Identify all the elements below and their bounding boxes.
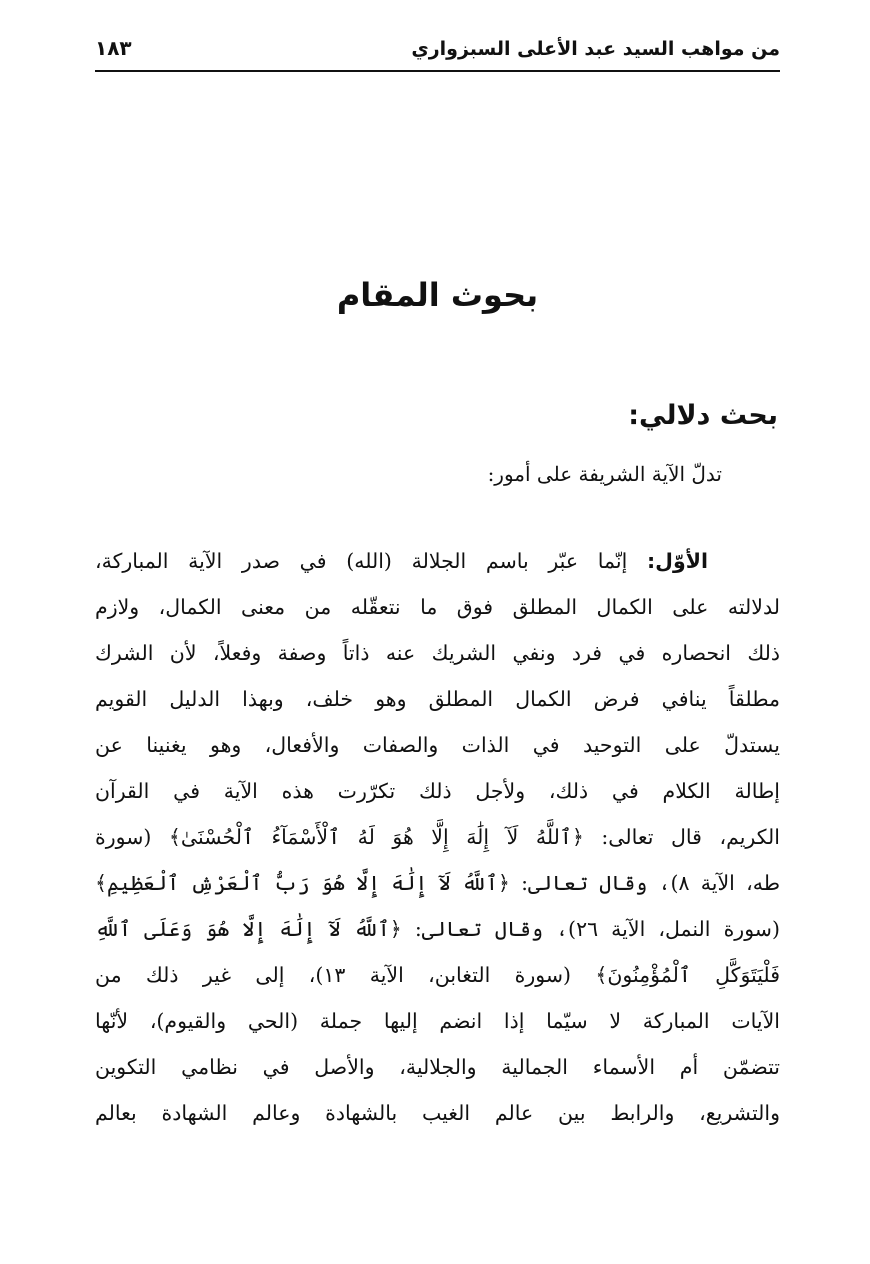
paragraph-line: فَلْيَتَوَكَّلِ ٱلْمُؤْمِنُونَ﴾ (سورة التغابن، الآية ١٣)، إلى غير ذلك من — [95, 963, 780, 987]
paragraph-line: يستدلّ على التوحيد في الذات والصفات والأفعال، وهو يغنينا عن — [95, 733, 780, 757]
paragraph-line: ذلك انحصاره في فرد ونفي الشريك عنه ذاتاً وصفة وفعلاً، لأن الشرك — [95, 641, 780, 665]
lead-word: الأوّل: — [646, 549, 708, 573]
paragraph-line: لدلالته على الكمال المطلق فوق ما نتعقّله من معنى الكمال، ولازم — [95, 595, 780, 619]
paragraph-line: (سورة النمل، الآية ٢٦)، وقال تعالى: ﴿ٱللَّهُ لَآ إِلَٰهَ إِلَّا هُوَ وَعَلَى ٱللَّهِ — [95, 917, 780, 941]
paragraph-line: والتشريع، والرابط بين عالم الغيب بالشهادة وعالم الشهادة بعالم — [95, 1101, 780, 1125]
paragraph-line: تتضمّن أم الأسماء الجمالية والجلالية، والأصل في نظامي التكوين — [95, 1055, 780, 1079]
intro-line: تدلّ الآية الشريفة على أمور: — [487, 462, 722, 486]
paragraph-line-text: إنّما عبّر باسم الجلالة (الله) في صدر الآية المباركة، — [95, 549, 628, 573]
body-paragraph — [95, 538, 780, 1136]
paragraph-line: مطلقاً ينافي فرض الكمال المطلق وهو خلف، وبهذا الدليل القويم — [95, 687, 780, 711]
page-number: ١٨٣ — [95, 36, 132, 60]
paragraph-line: الكريم، قال تعالى: ﴿ٱللَّهُ لَآ إِلَٰهَ إِلَّا هُوَ لَهُ ٱلْأَسْمَآءُ ٱلْحُسْنَىٰ﴾ (سورة — [95, 825, 780, 849]
paragraph-line: الآيات المباركة لا سيّما إذا انضم إليها جملة (الحي والقيوم)، لأنّها — [95, 1009, 780, 1033]
paragraph-line — [95, 538, 780, 584]
main-heading: بحوث المقام — [336, 276, 539, 314]
paragraph-line: طه، الآية ٨)، وقال تعالى: ﴿ٱللَّهُ لَآ إِلَٰهَ إِلَّا هُوَ رَبُّ ٱلْعَرْشِ ٱلْعَظِيمِ﴾ — [95, 871, 780, 895]
book-title: من مواهب السيد عبد الأعلى السبزواري — [411, 38, 780, 60]
running-header — [95, 34, 780, 72]
section-heading: بحث دلالي: — [628, 400, 778, 431]
paragraph-line: إطالة الكلام في ذلك، ولأجل ذلك تكرّرت هذه الآية في القرآن — [95, 779, 780, 803]
